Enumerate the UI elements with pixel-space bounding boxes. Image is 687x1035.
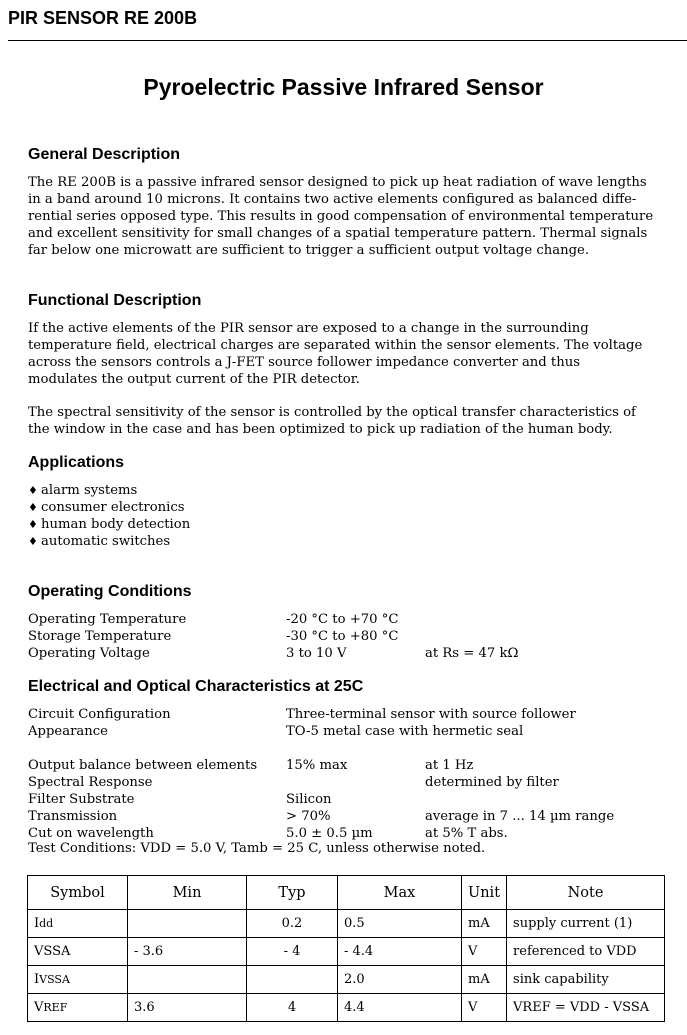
functional-description-heading: Functional Description (28, 292, 202, 309)
cell-max: 2.0 (338, 966, 462, 994)
spec-key: Spectral Response (28, 775, 153, 790)
column-header-unit: Unit (462, 876, 507, 910)
spec-note: at Rs = 47 kΩ (425, 646, 519, 661)
diamond-bullet-icon: ♦ (28, 484, 38, 497)
spec-key: Appearance (28, 724, 108, 739)
operating-conditions-heading: Operating Conditions (28, 583, 192, 600)
text-line: across the sensors controls a J-FET source follower impedance converter and thus (28, 355, 580, 370)
column-header-typ: Typ (247, 876, 338, 910)
spec-value: Three-terminal sensor with source follower (286, 707, 576, 722)
text-line: The RE 200B is a passive infrared sensor designed to pick up heat radiation of wave lengths (28, 175, 647, 190)
text-line: the window in the case and has been optimized to pick up radiation of the human body. (28, 422, 613, 437)
cell-symbol: VREF (28, 994, 128, 1022)
cell-min (128, 910, 247, 938)
cell-unit: mA (462, 966, 507, 994)
functional-description-para2 (28, 404, 663, 438)
cell-note: VREF = VDD - VSSA (507, 994, 665, 1022)
applications-list (28, 482, 190, 550)
cell-symbol: VSSA (28, 938, 128, 966)
column-header-min: Min (128, 876, 247, 910)
diamond-bullet-icon: ♦ (28, 535, 38, 548)
spec-key: Cut on wavelength (28, 826, 154, 841)
list-item-label: consumer electronics (41, 500, 185, 515)
table-row (28, 994, 665, 1022)
cell-typ: 4 (247, 994, 338, 1022)
spec-value: 5.0 ± 0.5 µm (286, 826, 373, 841)
table-row (28, 966, 665, 994)
table-row (28, 910, 665, 938)
cell-unit: V (462, 938, 507, 966)
cell-max: 4.4 (338, 994, 462, 1022)
header-title: PIR SENSOR RE 200B (8, 8, 198, 28)
list-item-label: automatic switches (41, 534, 171, 549)
diamond-bullet-icon: ♦ (28, 518, 38, 531)
cell-typ (247, 966, 338, 994)
column-header-symbol: Symbol (28, 876, 128, 910)
cell-min: - 3.6 (128, 938, 247, 966)
text-line: far below one microwatt are sufficient to trigger a sufficient output voltage change. (28, 243, 590, 258)
general-description-heading: General Description (28, 146, 181, 163)
cell-unit: mA (462, 910, 507, 938)
general-description-text (28, 174, 663, 259)
spec-key: Operating Voltage (28, 646, 150, 661)
spec-note: at 1 Hz (425, 758, 474, 773)
diamond-bullet-icon: ♦ (28, 501, 38, 514)
cell-typ: 0.2 (247, 910, 338, 938)
spec-value: 15% max (286, 758, 348, 773)
list-item (28, 516, 190, 533)
table-header-row (28, 876, 665, 910)
header-divider (8, 40, 687, 41)
spec-note: average in 7 ... 14 µm range (425, 809, 615, 824)
cell-max: 0.5 (338, 910, 462, 938)
text-line: modulates the output current of the PIR detector. (28, 372, 360, 387)
spec-key: Filter Substrate (28, 792, 135, 807)
cell-typ: - 4 (247, 938, 338, 966)
characteristics-table (27, 875, 665, 1022)
spec-key: Circuit Configuration (28, 707, 171, 722)
cell-min: 3.6 (128, 994, 247, 1022)
list-item (28, 499, 190, 516)
spec-note: determined by filter (425, 775, 559, 790)
text-line: in a band around 10 microns. It contains two active elements configured as balanced diffe- (28, 192, 637, 207)
spec-key: Operating Temperature (28, 612, 187, 627)
spec-value: -20 °C to +70 °C (286, 612, 399, 627)
cell-max: - 4.4 (338, 938, 462, 966)
spec-key: Storage Temperature (28, 629, 172, 644)
cell-symbol: IVSSA (28, 966, 128, 994)
list-item-label: human body detection (41, 517, 191, 532)
spec-value: Silicon (286, 792, 332, 807)
test-conditions: Test Conditions: VDD = 5.0 V, Tamb = 25 C, unless otherwise noted. (28, 841, 486, 856)
spec-value: -30 °C to +80 °C (286, 629, 399, 644)
cell-note: sink capability (507, 966, 665, 994)
spec-value: 3 to 10 V (286, 646, 347, 661)
cell-note: referenced to VDD (507, 938, 665, 966)
column-header-note: Note (507, 876, 665, 910)
spec-value: > 70% (286, 809, 331, 824)
text-line: The spectral sensitivity of the sensor is controlled by the optical transfer characteristics of (28, 405, 636, 420)
spec-key: Transmission (28, 809, 118, 824)
list-item-label: alarm systems (41, 483, 138, 498)
column-header-max: Max (338, 876, 462, 910)
spec-note: at 5% T abs. (425, 826, 508, 841)
text-line: and excellent sensitivity for small changes of a spatial temperature pattern. Thermal signals (28, 226, 648, 241)
table-row (28, 938, 665, 966)
document-title: Pyroelectric Passive Infrared Sensor (143, 74, 544, 100)
cell-symbol: Idd (28, 910, 128, 938)
text-line: If the active elements of the PIR sensor are exposed to a change in the surrounding (28, 321, 589, 336)
cell-note: supply current (1) (507, 910, 665, 938)
text-line: temperature field, electrical charges are separated within the sensor elements. The voltage (28, 338, 643, 353)
cell-min (128, 966, 247, 994)
electrical-characteristics-heading: Electrical and Optical Characteristics at 25C (28, 678, 364, 695)
cell-unit: V (462, 994, 507, 1022)
spec-key: Output balance between elements (28, 758, 258, 773)
list-item (28, 533, 190, 550)
applications-heading: Applications (28, 454, 125, 471)
list-item (28, 482, 190, 499)
spec-value: TO-5 metal case with hermetic seal (286, 724, 524, 739)
functional-description-para1 (28, 320, 663, 388)
text-line: rential series opposed type. This results in good compensation of environmental temperature (28, 209, 654, 224)
